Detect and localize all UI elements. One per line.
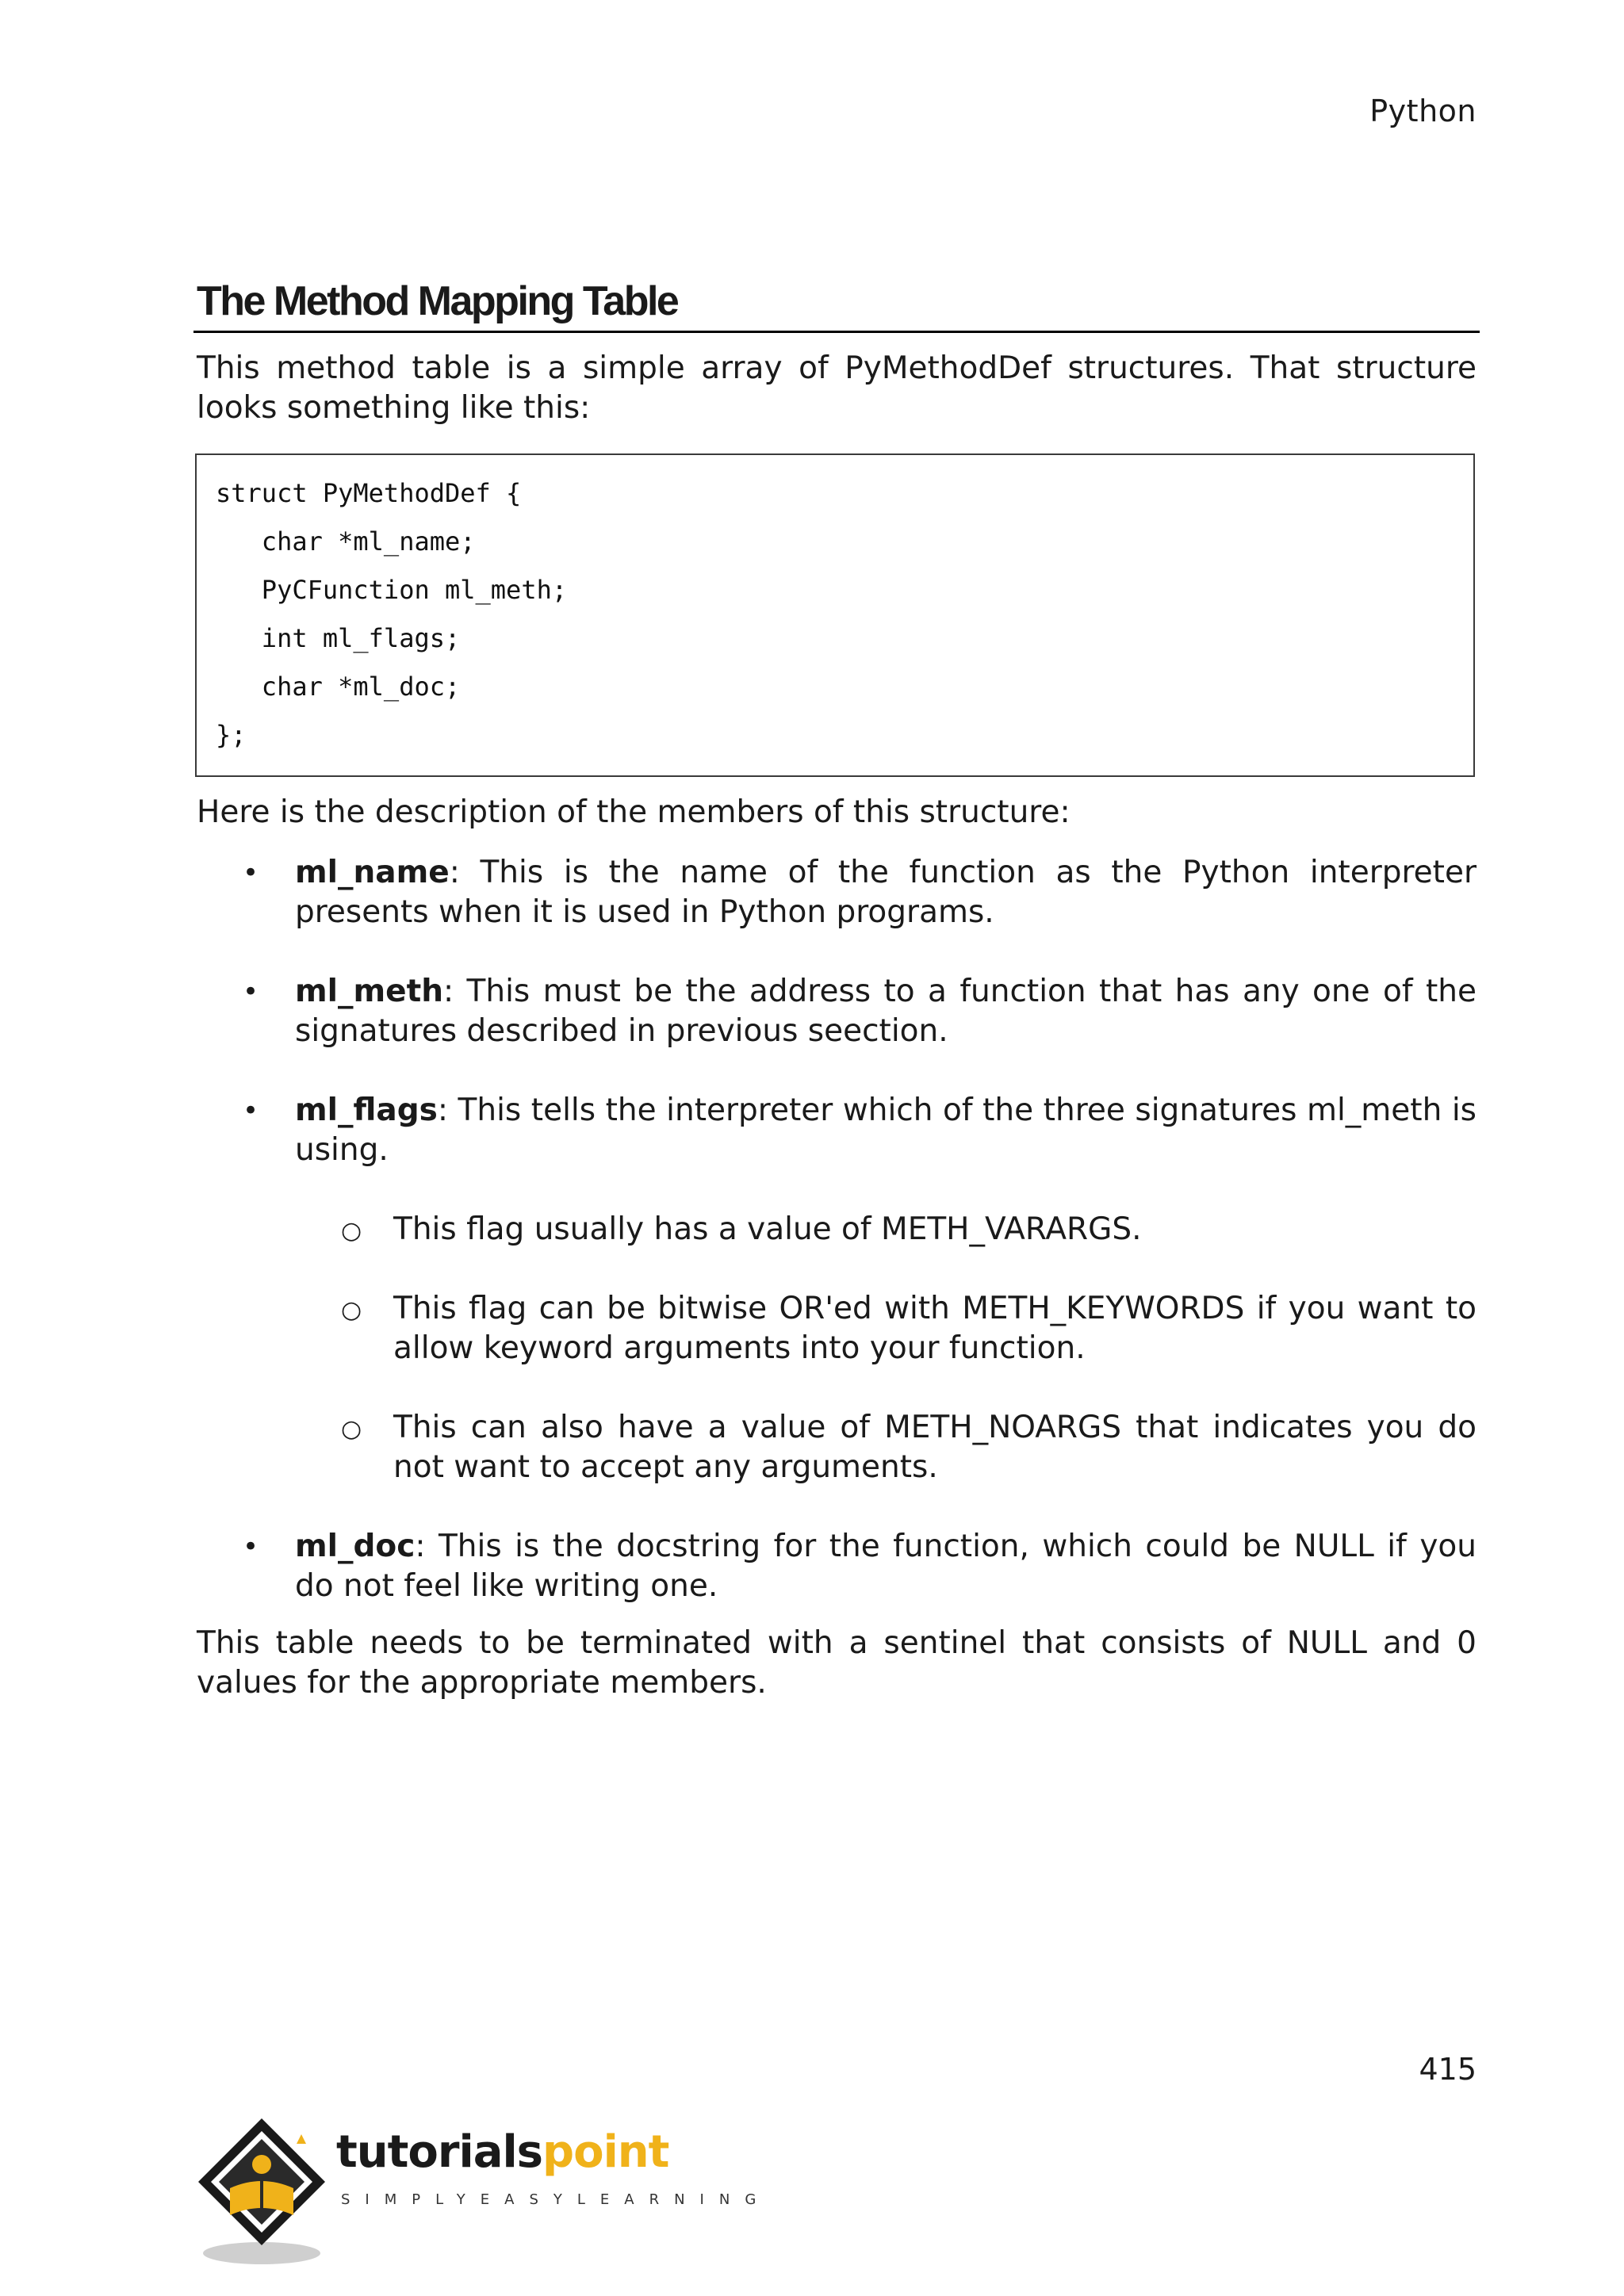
flag-note-text: This can also have a value of METH_NOARGS that indicates you do not want to accept any arguments.	[393, 1410, 1477, 1485]
logo-wordmark	[336, 2126, 668, 2178]
bullet-icon: •	[243, 857, 259, 889]
code-line: char *ml_name;	[216, 526, 476, 557]
list-item-ml-flags	[197, 1091, 1477, 1487]
members-list	[197, 853, 1477, 1606]
bullet-icon: •	[243, 1531, 259, 1563]
logo-tagline: SIMPLYEASYLEARNING	[341, 2191, 772, 2208]
code-line: int ml_flags;	[216, 623, 461, 653]
flag-note-item	[295, 1210, 1477, 1249]
flag-note-item	[295, 1289, 1477, 1368]
flag-note-text: This flag usually has a value of METH_VARARGS.	[393, 1211, 1142, 1247]
member-desc: : This is the docstring for the function, which could be NULL if you do not feel like writing one.	[295, 1529, 1477, 1604]
list-item-ml-meth	[197, 972, 1477, 1051]
list-item-ml-name	[197, 853, 1477, 932]
list-item-ml-doc	[197, 1527, 1477, 1606]
flag-note-text: This flag can be bitwise OR'ed with METH_KEYWORDS if you want to allow keyword arguments into your function.	[393, 1291, 1477, 1366]
members-intro: Here is the description of the members of this structure:	[197, 794, 1071, 830]
member-term: ml_flags	[295, 1093, 438, 1128]
code-line: char *ml_doc;	[216, 672, 461, 702]
code-line: };	[216, 720, 247, 750]
logo-word-point: point	[542, 2126, 669, 2178]
member-desc: : This must be the address to a function that has any one of the signatures described in previous seection.	[295, 974, 1477, 1049]
logo-emblem-icon	[195, 2112, 338, 2271]
closing-paragraph: This table needs to be terminated with a sentinel that consists of NULL and 0 values for the appropriate members.	[197, 1625, 1477, 1701]
member-desc: : This tells the interpreter which of the three signatures ml_meth is using.	[295, 1093, 1477, 1168]
page-number: 415	[1419, 2052, 1477, 2087]
circle-bullet-icon: ○	[341, 1415, 362, 1443]
circle-bullet-icon: ○	[341, 1217, 362, 1245]
section-heading: The Method Mapping Table	[197, 278, 678, 324]
member-term: ml_name	[295, 855, 450, 890]
code-line: struct PyMethodDef {	[216, 478, 522, 508]
member-term: ml_meth	[295, 974, 444, 1009]
bullet-icon: •	[243, 976, 259, 1008]
code-line: PyCFunction ml_meth;	[216, 575, 568, 605]
heading-rule	[193, 331, 1480, 333]
tutorialspoint-logo	[195, 2112, 772, 2271]
member-term: ml_doc	[295, 1529, 416, 1564]
logo-word-tutorials: tutorials	[336, 2126, 543, 2178]
bullet-icon: •	[243, 1095, 259, 1127]
page-content	[197, 276, 1477, 1703]
intro-paragraph: This method table is a simple array of PyMethodDef structures. That structure looks something like this:	[197, 350, 1477, 426]
code-block	[195, 453, 1475, 777]
circle-bullet-icon: ○	[341, 1296, 362, 1324]
flag-notes-list	[295, 1210, 1477, 1487]
running-header: Python	[1369, 94, 1477, 128]
flag-note-item	[295, 1408, 1477, 1487]
member-desc: : This is the name of the function as the Python interpreter presents when it is used in Python programs.	[295, 855, 1477, 930]
